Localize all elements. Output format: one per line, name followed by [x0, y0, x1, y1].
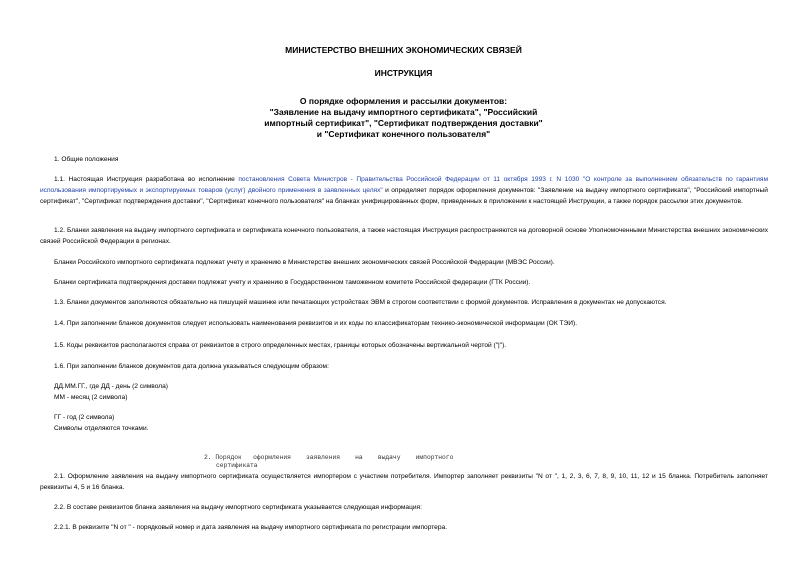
doc-title-line-2: "Заявление на выдачу импортного сертификата", "Российский — [269, 107, 538, 117]
section-1-heading: 1. Общие положения — [54, 156, 119, 163]
p22-text: 2.2. В составе реквизитов бланка заявления на выдачу импортного сертификата указывается следующая информация: — [54, 504, 422, 511]
paragraph-1-5 — [40, 340, 768, 351]
p11-tail: и определяет порядок оформления документов: "Заявление на выдачу импортного сертификата", "Российский импортный сертификат", "Сертификат подтверждения доставки", "Сертификат конечного пользователя" на бланках унифицированных форм, приведенных в приложении к настоящей Инструкции, а также порядок рассылки этих документов. — [40, 187, 768, 205]
p13-text: 1.3. Бланки документов заполняются обязательно на пишущей машинке или печатающих устройствах ЭВМ в строгом соответствии с формой документов. Исправления в документах не допускаются. — [54, 299, 667, 306]
paragraph-russian-certificate — [40, 257, 768, 268]
paragraph-2-2 — [40, 502, 768, 513]
doc-title-line-1: О порядке оформления и рассылки документов: — [299, 96, 508, 106]
date-format-line-4: Символы отделяются точками. — [54, 425, 149, 432]
doc-type-heading: ИНСТРУКЦИЯ — [374, 68, 433, 78]
paragraph-1-3 — [40, 297, 768, 308]
p11-lead: 1.1. Настоящая Инструкция разработана во исполнение — [54, 176, 239, 183]
date-format-line-3: ГГ - год (2 символа) — [54, 414, 115, 421]
p-blanks-text: Бланки Российского импортного сертификата подлежат учету и хранению в Министерстве внешних экономических связей Российской Федерации (МВЭС России). — [54, 259, 555, 266]
p21-text: 2.1. Оформление заявления на выдачу импортного сертификата осуществляется импортером с участием потребителя. Импортер заполняет реквизиты "N от ", 1, 2, 3, 6, 7, 8, 9, 10, 11, 12 и 15 бланка. Потребитель заполняет реквизиты 4, 5 и 16 бланка. — [40, 473, 768, 491]
date-format-line-1: ДД.ММ.ГГ., где ДД - день (2 символа) — [54, 383, 168, 390]
doc-title-line-3: импортный сертификат", "Сертификат подтверждения доставки" — [264, 118, 543, 128]
paragraph-delivery-certificate — [40, 277, 768, 288]
paragraph-1-2 — [40, 225, 768, 247]
resolution-link[interactable]: постановления Совета Министров - Правительства Российской Федерации от 11 октября 1993 г. N 1030 "О контроле за выполнением обязательств по гарантиям использования импортируемых и экспортируемых товаров (услуг) двойного применения в заявленных целях" — [40, 176, 768, 194]
p221-text: 2.2.1. В реквизите "N от " - порядковый номер и дата заявления на выдачу импортного сертификата по регистрации импортера. — [54, 524, 447, 531]
p12-text: 1.2. Бланки заявления на выдачу импортного сертификата и сертификата конечного пользователя, а также настоящая Инструкция распространяются на договорной основе Уполномоченными Министерства внешних экономических связей Российской Федерации в регионах. — [40, 227, 768, 245]
paragraph-1-4 — [40, 318, 768, 329]
p15-text: 1.5. Коды реквизитов располагаются справа от реквизитов в строго определенных местах, границы которых обозначены вертикальной чертой ("|"). — [54, 342, 507, 349]
p16-text: 1.6. При заполнении бланков документов дата должна указываться следующим образом: — [54, 363, 329, 370]
paragraph-1-1 — [40, 174, 768, 207]
section-2-heading-line-2: сертификата — [216, 462, 258, 469]
p14-text: 1.4. При заполнении бланков документов следует использовать наименования реквизитов и их коды по классификаторам технико-экономической информации (ОК ТЭИ). — [54, 320, 578, 327]
ministry-heading: МИНИСТЕРСТВО ВНЕШНИХ ЭКОНОМИЧЕСКИХ СВЯЗЕЙ — [285, 45, 522, 55]
paragraph-1-6 — [40, 361, 768, 372]
paragraph-2-1 — [40, 471, 768, 493]
date-format-line-2: ММ - месяц (2 символа) — [54, 394, 128, 401]
section-2-heading-line-1: 2. Порядок оформления заявления на выдачу импортного — [204, 454, 454, 461]
doc-title-line-4: и "Сертификат конечного пользователя" — [316, 129, 491, 139]
p-delivery-text: Бланки сертификата подтверждения доставки подлежат учету и хранению в Государственном таможенном комитете Российской федерации (ГТК России). — [54, 279, 531, 286]
paragraph-2-2-1 — [40, 522, 768, 533]
